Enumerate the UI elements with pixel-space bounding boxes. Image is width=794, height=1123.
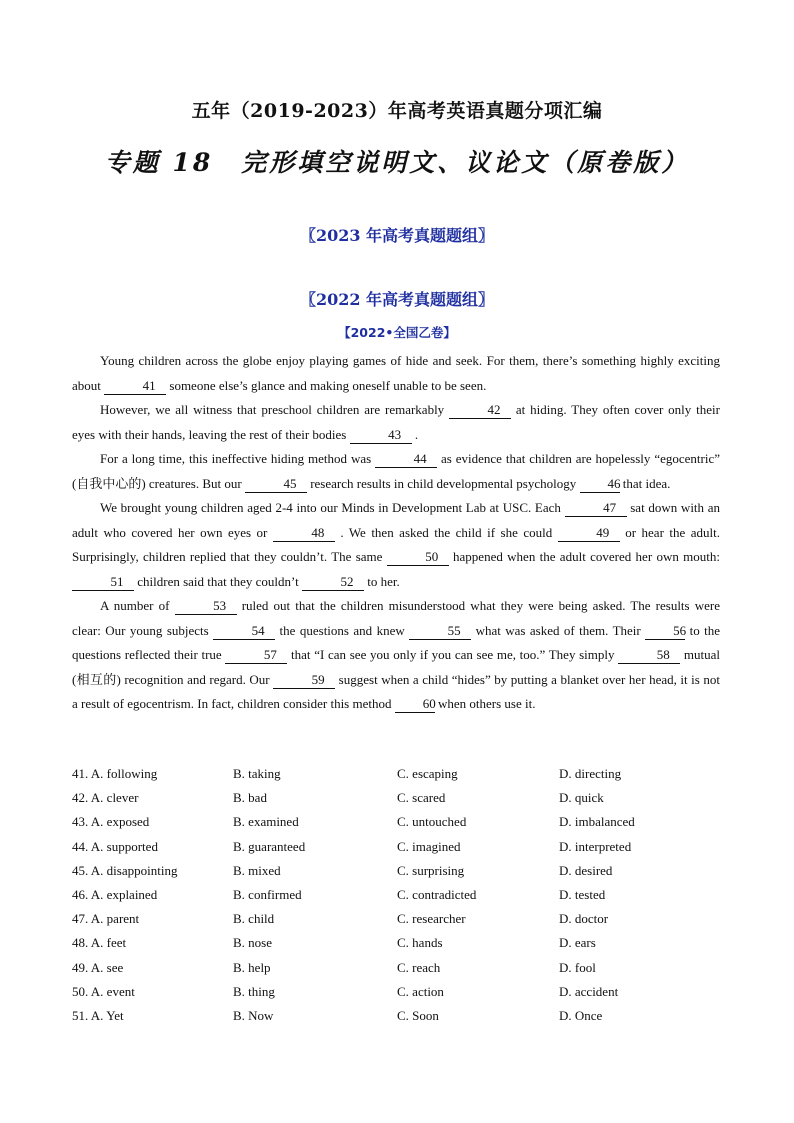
option-d: D. accident <box>559 983 619 999</box>
option-d: D. interpreted <box>559 838 632 854</box>
option-row <box>72 1008 732 1032</box>
blank-44: 44 <box>375 451 437 468</box>
option-row <box>72 839 732 863</box>
option-a: 45. A. disappointing <box>72 862 178 878</box>
option-b: B. mixed <box>233 862 281 878</box>
option-b: B. confirmed <box>233 886 302 902</box>
blank-51: 51 <box>72 574 134 591</box>
option-row <box>72 935 732 959</box>
option-b: B. examined <box>233 814 299 830</box>
document-subtitle: 专题 18 完形填空说明文、议论文（原卷版） <box>104 148 690 177</box>
option-c: C. escaping <box>397 766 458 781</box>
blank-41: 41 <box>104 378 166 395</box>
blank-59: 59 <box>273 672 335 689</box>
option-d: D. quick <box>559 790 604 806</box>
passage-paragraph: We brought young children aged 2-4 into our Minds in Development Lab at USC. Each 47 sat down with an adult who covered her own eyes or 48 . We then asked the child if she could 49 or hear the adult. Surprisingly, children replied that they couldn’t. The same 50 happened when the adult covered her own mouth: 51 children said that they couldn’t 52 to her. <box>72 500 721 589</box>
option-d: D. fool <box>559 959 596 975</box>
option-c: C. imagined <box>397 838 461 854</box>
option-c: C. hands <box>397 935 443 951</box>
option-c: C. scared <box>397 790 446 806</box>
group-heading-2023: 〖2023 年高考真题题组〗 <box>299 226 495 245</box>
answer-options <box>72 766 732 1032</box>
blank-43: 43 <box>350 427 412 444</box>
blank-54: 54 <box>213 623 275 640</box>
passage-paragraph: Young children across the globe enjoy playing games of hide and seek. For them, there’s something highly exciting about 41 someone else’s glance and making oneself unable to be seen. <box>72 353 720 393</box>
option-row <box>72 766 732 790</box>
blank-53: 53 <box>175 598 237 615</box>
option-a: 47. A. parent <box>72 911 140 927</box>
option-row <box>72 814 732 838</box>
option-c: C. surprising <box>397 862 465 878</box>
option-a: 46. A. explained <box>72 886 158 902</box>
option-d: D. Once <box>559 1007 603 1023</box>
option-c: C. action <box>397 983 444 999</box>
option-row <box>72 911 732 935</box>
option-c: C. reach <box>397 959 441 975</box>
option-a: 44. A. supported <box>72 838 158 854</box>
option-b: B. taking <box>233 766 281 781</box>
blank-56: 56 <box>645 623 685 640</box>
blank-49: 49 <box>558 525 620 542</box>
option-row <box>72 887 732 911</box>
blank-58: 58 <box>618 647 680 664</box>
option-a: 43. A. exposed <box>72 814 150 830</box>
group-heading-2022: 〖2022 年高考真题题组〗 <box>299 290 495 309</box>
option-c: C. researcher <box>397 911 466 927</box>
option-a: 42. A. clever <box>72 790 139 806</box>
option-c: C. contradicted <box>397 886 477 902</box>
blank-47: 47 <box>565 500 627 517</box>
blank-45: 45 <box>245 476 307 493</box>
option-d: D. ears <box>559 935 596 951</box>
option-row <box>72 960 732 984</box>
document-title: 五年（2019-2023）年高考英语真题分项汇编 <box>191 100 603 122</box>
option-d: D. desired <box>559 862 613 878</box>
option-d: D. doctor <box>559 911 609 927</box>
option-b: B. help <box>233 959 271 975</box>
option-b: B. nose <box>233 935 272 951</box>
passage-paragraph: For a long time, this ineffective hiding method was 44 as evidence that children are hopelessly “egocentric” (自我中心的) creatures. But our 45 research results in child developmental psychology 46 that idea. <box>72 451 721 491</box>
option-c: C. Soon <box>397 1007 439 1023</box>
option-d: D. imbalanced <box>559 814 635 830</box>
passage-paragraph: A number of 53 ruled out that the children misunderstood what they were being asked. The results were clear: Our young subjects 54 the questions and knew 55 what was asked of them. Their 56 to the questions reflected their true 57 that “I can see you only if you can see me, too.” They simply 58 mutual (相互的) recognition and regard. Our 59 suggest when a child “hides” by putting a blanket over her head, it is not a result of egocentrism. In fact, children consider this method 60 when others use it. <box>72 598 721 711</box>
option-b: B. Now <box>233 1007 274 1023</box>
option-a: 50. A. event <box>72 983 135 999</box>
option-d: D. directing <box>559 766 622 781</box>
option-a: 48. A. feet <box>72 935 127 951</box>
blank-60: 60 <box>395 696 435 713</box>
option-b: B. guaranteed <box>233 838 306 854</box>
option-a: 49. A. see <box>72 959 124 975</box>
blank-48: 48 <box>273 525 335 542</box>
option-b: B. thing <box>233 983 275 999</box>
blank-50: 50 <box>387 549 449 566</box>
cloze-passage <box>72 349 720 717</box>
blank-52: 52 <box>302 574 364 591</box>
blank-46: 46 <box>580 476 620 493</box>
option-row <box>72 790 732 814</box>
option-row <box>72 863 732 887</box>
option-a: 41. A. following <box>72 766 158 781</box>
option-b: B. bad <box>233 790 267 806</box>
exam-source-label: 【2022•全国乙卷】 <box>338 325 456 340</box>
option-a: 51. A. Yet <box>72 1007 124 1023</box>
option-d: D. tested <box>559 886 606 902</box>
passage-paragraph: However, we all witness that preschool children are remarkably 42 at hiding. They often cover only their eyes with their hands, leaving the rest of their bodies 43 . <box>72 402 720 442</box>
option-c: C. untouched <box>397 814 467 830</box>
blank-42: 42 <box>449 402 511 419</box>
option-row <box>72 984 732 1008</box>
blank-55: 55 <box>409 623 471 640</box>
option-b: B. child <box>233 911 275 927</box>
blank-57: 57 <box>225 647 287 664</box>
